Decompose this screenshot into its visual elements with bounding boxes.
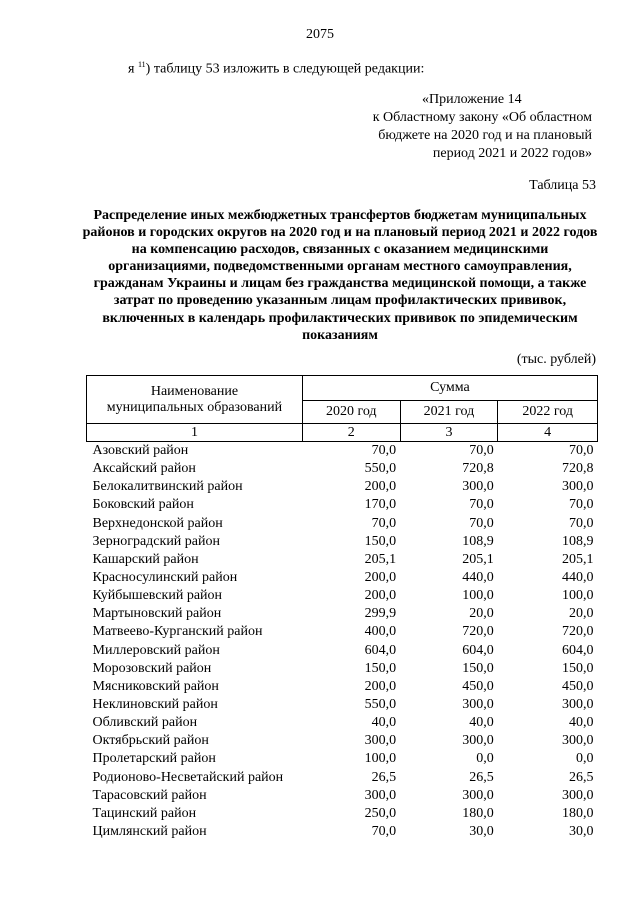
- row-name: Красносулинский район: [92, 570, 238, 586]
- row-value-2020: 70,0: [371, 515, 397, 531]
- row-name: Боковский район: [92, 497, 194, 513]
- intro-text: [128, 60, 424, 78]
- footnote-superscript: 11: [137, 60, 146, 69]
- table-heading: Распределение иных межбюджетных трансфертов бюджетам муниципальных районов и городских округов на 2020 год и на плановый период 2021 и 2022 годов на компенсацию расходов, связанных с оказанием медицинскими организациями, подведомственными органам местного самоуправления, гражданам Украины и лицам без гражданства медицинской помощи, а также затрат по проведению указанным лицам профилактических прививок, включенных в календарь профилактических прививок по эпидемическим показаниям: [82, 208, 598, 343]
- row-value-2021: 26,5: [469, 769, 494, 785]
- row-value-2021: 720,8: [462, 461, 494, 477]
- row-name: Куйбышевский район: [92, 588, 223, 604]
- row-value-2022: 180,0: [562, 805, 594, 821]
- row-value-2021: 30,0: [469, 824, 494, 840]
- appendix-block: [340, 91, 630, 163]
- row-value-2021: 300,0: [462, 479, 494, 495]
- table-body: [87, 442, 598, 842]
- row-value-2020: 200,0: [364, 588, 397, 604]
- table-row: [87, 750, 598, 768]
- row-value-2022: 205,1: [562, 551, 594, 567]
- row-name: Белокалитвинский район: [92, 479, 243, 495]
- row-value-2022: 100,0: [562, 588, 594, 604]
- row-value-2022: 40,0: [569, 715, 594, 731]
- row-value-2021: 604,0: [462, 642, 494, 658]
- row-value-2020: 200,0: [364, 678, 397, 694]
- table-row: [87, 660, 598, 678]
- appendix-line: период 2021 и 2022 годов»: [432, 146, 592, 161]
- row-value-2021: 300,0: [462, 733, 494, 749]
- row-value-2020: 70,0: [371, 824, 397, 840]
- row-value-2020: 299,9: [364, 606, 397, 622]
- row-value-2020: 70,0: [371, 443, 397, 459]
- row-value-2020: 205,1: [364, 551, 397, 567]
- row-name: Мясниковский район: [92, 678, 219, 694]
- table-row: [87, 587, 598, 605]
- row-name: Родионово-Несветайский район: [92, 769, 284, 785]
- header-name: [87, 376, 303, 424]
- row-value-2021: 300,0: [462, 787, 494, 803]
- row-value-2021: 205,1: [462, 551, 494, 567]
- row-value-2021: 100,0: [462, 588, 494, 604]
- row-value-2022: 300,0: [562, 733, 594, 749]
- row-value-2022: 70,0: [569, 515, 594, 531]
- table-row: [87, 787, 598, 805]
- row-value-2021: 0,0: [476, 751, 494, 767]
- column-number: 4: [498, 424, 598, 442]
- row-value-2021: 70,0: [469, 443, 494, 459]
- row-value-2020: 300,0: [364, 733, 397, 749]
- header-name-line2: муниципальных образований: [106, 399, 283, 415]
- table-row: [87, 496, 598, 514]
- row-name: Миллеровский район: [92, 642, 220, 658]
- table-row: [87, 460, 598, 478]
- row-value-2020: 40,0: [371, 715, 397, 731]
- row-value-2022: 150,0: [562, 660, 594, 676]
- row-value-2022: 440,0: [562, 570, 594, 586]
- units-label: (тыс. рублей): [516, 352, 596, 367]
- table-row: [87, 623, 598, 641]
- table-row: [87, 696, 598, 714]
- table-row: [87, 569, 598, 587]
- column-number: 1: [87, 424, 303, 442]
- row-value-2021: 720,0: [462, 624, 494, 640]
- table-row: [87, 642, 598, 660]
- table-label: Таблица 53: [529, 178, 596, 193]
- table-row: [87, 551, 598, 569]
- row-value-2022: 70,0: [569, 443, 594, 459]
- row-name: Пролетарский район: [92, 751, 216, 767]
- appendix-line: бюджете на 2020 год и на плановый: [378, 128, 592, 143]
- row-value-2021: 440,0: [462, 570, 494, 586]
- table-row: [87, 605, 598, 623]
- row-name: Зерноградский район: [92, 533, 220, 549]
- row-value-2021: 20,0: [469, 606, 494, 622]
- row-value-2022: 450,0: [562, 678, 594, 694]
- row-value-2022: 20,0: [569, 606, 594, 622]
- row-value-2022: 108,9: [562, 533, 594, 549]
- row-name: Верхнедонской район: [92, 515, 223, 531]
- row-value-2022: 70,0: [569, 497, 594, 513]
- page-number: 2075: [306, 27, 334, 42]
- row-value-2022: 720,8: [562, 461, 594, 477]
- row-value-2020: 100,0: [364, 751, 397, 767]
- row-name: Октябрьский район: [92, 733, 209, 749]
- row-name: Азовский район: [92, 443, 189, 459]
- table-row: [87, 515, 598, 533]
- header-sum: Сумма: [302, 376, 597, 401]
- row-value-2021: 450,0: [462, 678, 494, 694]
- row-value-2021: 40,0: [469, 715, 494, 731]
- row-name: Тацинский район: [92, 805, 197, 821]
- row-value-2021: 108,9: [462, 533, 494, 549]
- column-number: 3: [400, 424, 498, 442]
- table-row: [87, 478, 598, 496]
- intro-body: ) таблицу 53 изложить в следующей редакции:: [145, 61, 425, 77]
- table-row: [87, 823, 598, 841]
- row-value-2021: 300,0: [462, 697, 494, 713]
- row-value-2022: 604,0: [562, 642, 594, 658]
- row-name: Морозовский район: [92, 660, 212, 676]
- transfers-table: [86, 375, 598, 841]
- row-value-2020: 150,0: [364, 660, 397, 676]
- row-name: Кашарский район: [92, 551, 199, 567]
- row-name: Матвеево-Курганский район: [92, 624, 263, 640]
- row-value-2020: 170,0: [364, 497, 397, 513]
- column-number: 2: [302, 424, 400, 442]
- row-value-2020: 150,0: [364, 533, 397, 549]
- row-name: Неклиновский район: [92, 697, 218, 713]
- row-name: Мартыновский район: [92, 606, 222, 622]
- row-name: Аксайский район: [92, 461, 196, 477]
- row-value-2022: 720,0: [562, 624, 594, 640]
- row-value-2022: 30,0: [569, 824, 594, 840]
- table-row: [87, 769, 598, 787]
- row-value-2020: 200,0: [364, 570, 397, 586]
- table-row: [87, 678, 598, 696]
- header-year-2021: 2021 год: [400, 401, 498, 424]
- row-value-2020: 300,0: [364, 787, 397, 803]
- row-value-2020: 550,0: [364, 697, 397, 713]
- row-name: Обливский район: [92, 715, 198, 731]
- row-value-2020: 604,0: [364, 642, 397, 658]
- row-value-2021: 150,0: [462, 660, 494, 676]
- header-year-2022: 2022 год: [498, 401, 598, 424]
- row-value-2020: 400,0: [364, 624, 397, 640]
- row-value-2020: 550,0: [364, 461, 397, 477]
- row-value-2022: 300,0: [562, 787, 594, 803]
- intro-prefix: я: [128, 61, 135, 77]
- row-value-2021: 70,0: [469, 497, 494, 513]
- row-value-2020: 200,0: [364, 479, 397, 495]
- row-value-2021: 180,0: [462, 805, 494, 821]
- row-value-2022: 300,0: [562, 479, 594, 495]
- row-name: Тарасовский район: [92, 787, 207, 803]
- row-value-2020: 250,0: [364, 805, 397, 821]
- table-row: [87, 714, 598, 732]
- table-row: [87, 805, 598, 823]
- header-name-line1: Наименование: [150, 383, 239, 399]
- table-row: [87, 442, 598, 461]
- appendix-title: «Приложение 14: [422, 92, 522, 107]
- row-value-2020: 26,5: [371, 769, 397, 785]
- row-name: Цимлянский район: [92, 824, 207, 840]
- row-value-2022: 300,0: [562, 697, 594, 713]
- table-row: [87, 732, 598, 750]
- header-year-2020: 2020 год: [302, 401, 400, 424]
- appendix-line: к Областному закону «Об областном: [372, 110, 592, 125]
- row-value-2022: 0,0: [576, 751, 594, 767]
- table-row: [87, 533, 598, 551]
- row-value-2022: 26,5: [569, 769, 594, 785]
- row-value-2021: 70,0: [469, 515, 494, 531]
